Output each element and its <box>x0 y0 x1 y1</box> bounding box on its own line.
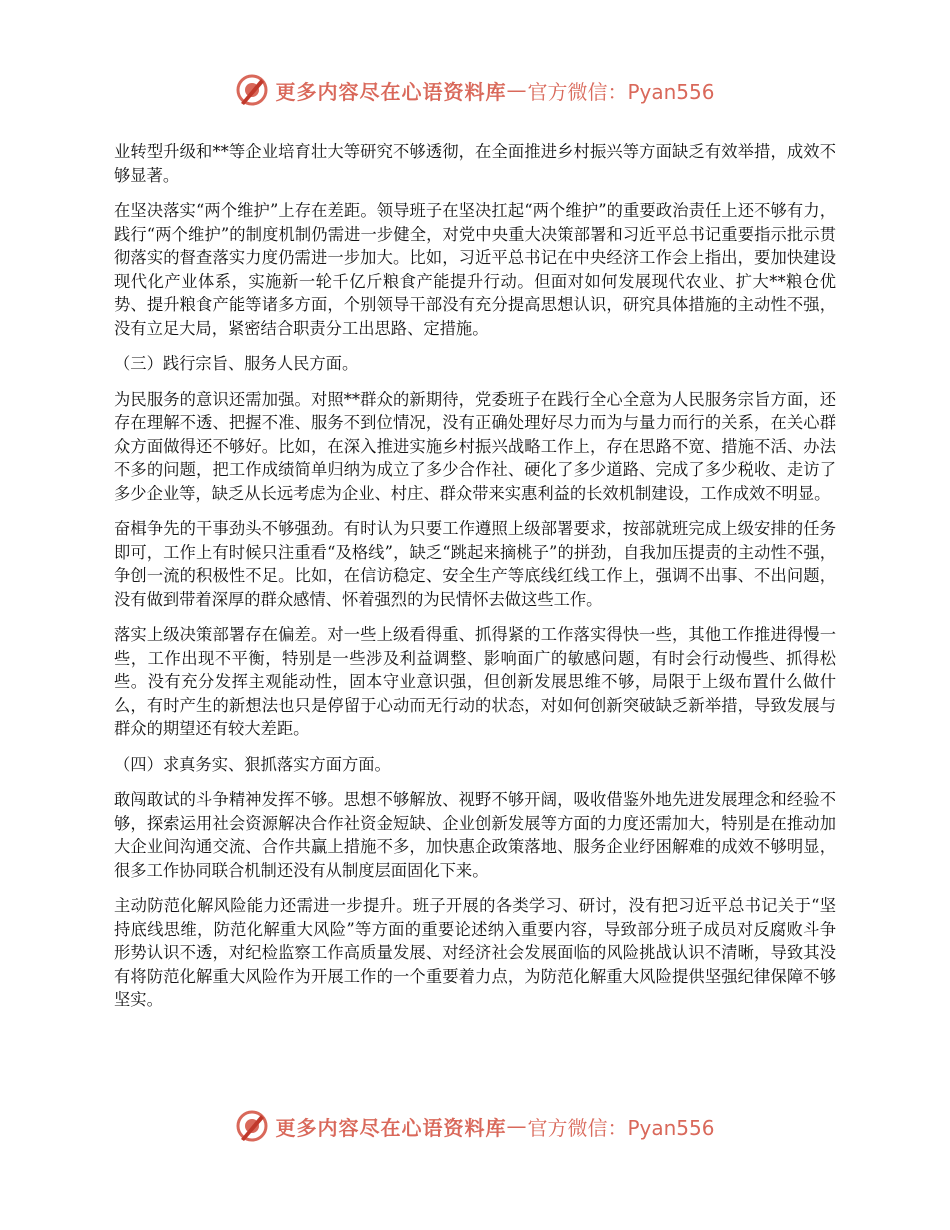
section-heading: （四）求真务实、狠抓落实方面方面。 <box>114 754 391 774</box>
paragraph: 主动防范化解风险能力还需进一步提升。班子开展的各类学习、研讨，没有把习近平总书记关于“坚持底线思维，防范化解重大风险”等方面的重要论述纳入重要内容，导致部分班子成员对反腐败斗争形势认识不透，对纪检监察工作高质量发展、对经济社会发展面临的风险挑战认识不清晰，导致其没有将防范化解重大风险作为开展工作的一个重要着力点，为防范化解重大风险提供坚强纪律保障不够坚实。 <box>114 896 836 1009</box>
banner-text: 更多内容尽在心语资料库 <box>275 79 507 104</box>
banner-separator: — <box>506 1114 528 1138</box>
paragraph: 在坚决落实“两个维护”上存在差距。领导班子在坚决扛起“两个维护”的重要政治责任上还不够有力，践行“两个维护”的制度机制仍需进一步健全，对党中央重大决策部署和习近平总书记重要指示批示贯彻落实的督查落实力度仍需进一步加大。比如，习近平总书记在中央经济工作会上指出，要加快建设现代化产业体系，实施新一轮千亿斤粮食产能提升行动。但面对如何发展现代农业、扩大**粮仓优势、提升粮食产能等诸多方面，个别领导干部没有充分提高思想认识，研究具体措施的主动性不强，没有立足大局，紧密结合职责分工出思路、定措施。 <box>114 201 836 338</box>
banner-separator: — <box>506 78 528 102</box>
paragraph: 奋楫争先的干事劲头不够强劲。有时认为只要工作遵照上级部署要求，按部就班完成上级安排的任务即可，工作上有时候只注重看“及格线”，缺乏“跳起来摘桃子”的拼劲，自我加压提责的主动性不强，争创一流的积极性不足。比如，在信访稳定、安全生产等底线红线工作上，强调不出事、不出问题，没有做到带着深厚的群众感情、怀着强烈的为民情怀去做这些工作。 <box>114 519 836 609</box>
header-watermark-banner <box>0 70 950 110</box>
paragraph: 业转型升级和**等企业培育壮大等研究不够透彻，在全面推进乡村振兴等方面缺乏有效举措，成效不够显著。 <box>114 142 836 185</box>
paragraph: 落实上级决策部署存在偏差。对一些上级看得重、抓得紧的工作落实得快一些，其他工作推进得慢一些，工作出现不平衡，特别是一些涉及利益调整、影响面广的敏感问题，有时会行动慢些、抓得松些。没有充分发挥主观能动性，固本守业意识强，但创新发展思维不够，局限于上级布置什么做什么，有时产生的新想法也只是停留于心动而无行动的状态，对如何创新突破缺乏新举措，导致发展与群众的期望还有较大差距。 <box>114 625 836 738</box>
banner-account: 官方微信：Pyan556 <box>527 79 715 104</box>
footer-watermark-banner <box>0 1106 950 1146</box>
paragraph: 为民服务的意识还需加强。对照**群众的新期待，党委班子在践行全心全意为人民服务宗旨方面，还存在理解不透、把握不准、服务不到位情况，没有正确处理好尽力而为与量力而行的关系，在关心群众方面做得还不够好。比如，在深入推进实施乡村振兴战略工作上，存在思路不宽、措施不活、办法不多的问题，把工作成绩简单归纳为成立了多少合作社、硬化了多少道路、完成了多少税收、走访了多少企业等，缺乏从长远考虑为企业、村庄、群众带来实惠利益的长效机制建设，工作成效不明显。 <box>114 389 836 503</box>
paragraph: 敢闯敢试的斗争精神发挥不够。思想不够解放、视野不够开阔，吸收借鉴外地先进发展理念和经验不够，探索运用社会资源解决合作社资金短缺、企业创新发展等方面的力度还需加大，特别是在推动加大企业间沟通交流、合作共赢上措施不多，加快惠企政策落地、服务企业纾困解难的成效不够明显，很多工作协同联合机制还没有从制度层面固化下来。 <box>114 790 836 880</box>
document-body <box>114 140 836 1024</box>
pen-circle-logo-icon <box>235 1109 269 1143</box>
pen-circle-logo-icon <box>235 73 269 107</box>
section-heading: （三）践行宗旨、服务人民方面。 <box>114 354 359 373</box>
banner-account: 官方微信：Pyan556 <box>527 1115 715 1140</box>
banner-text: 更多内容尽在心语资料库 <box>275 1115 507 1140</box>
